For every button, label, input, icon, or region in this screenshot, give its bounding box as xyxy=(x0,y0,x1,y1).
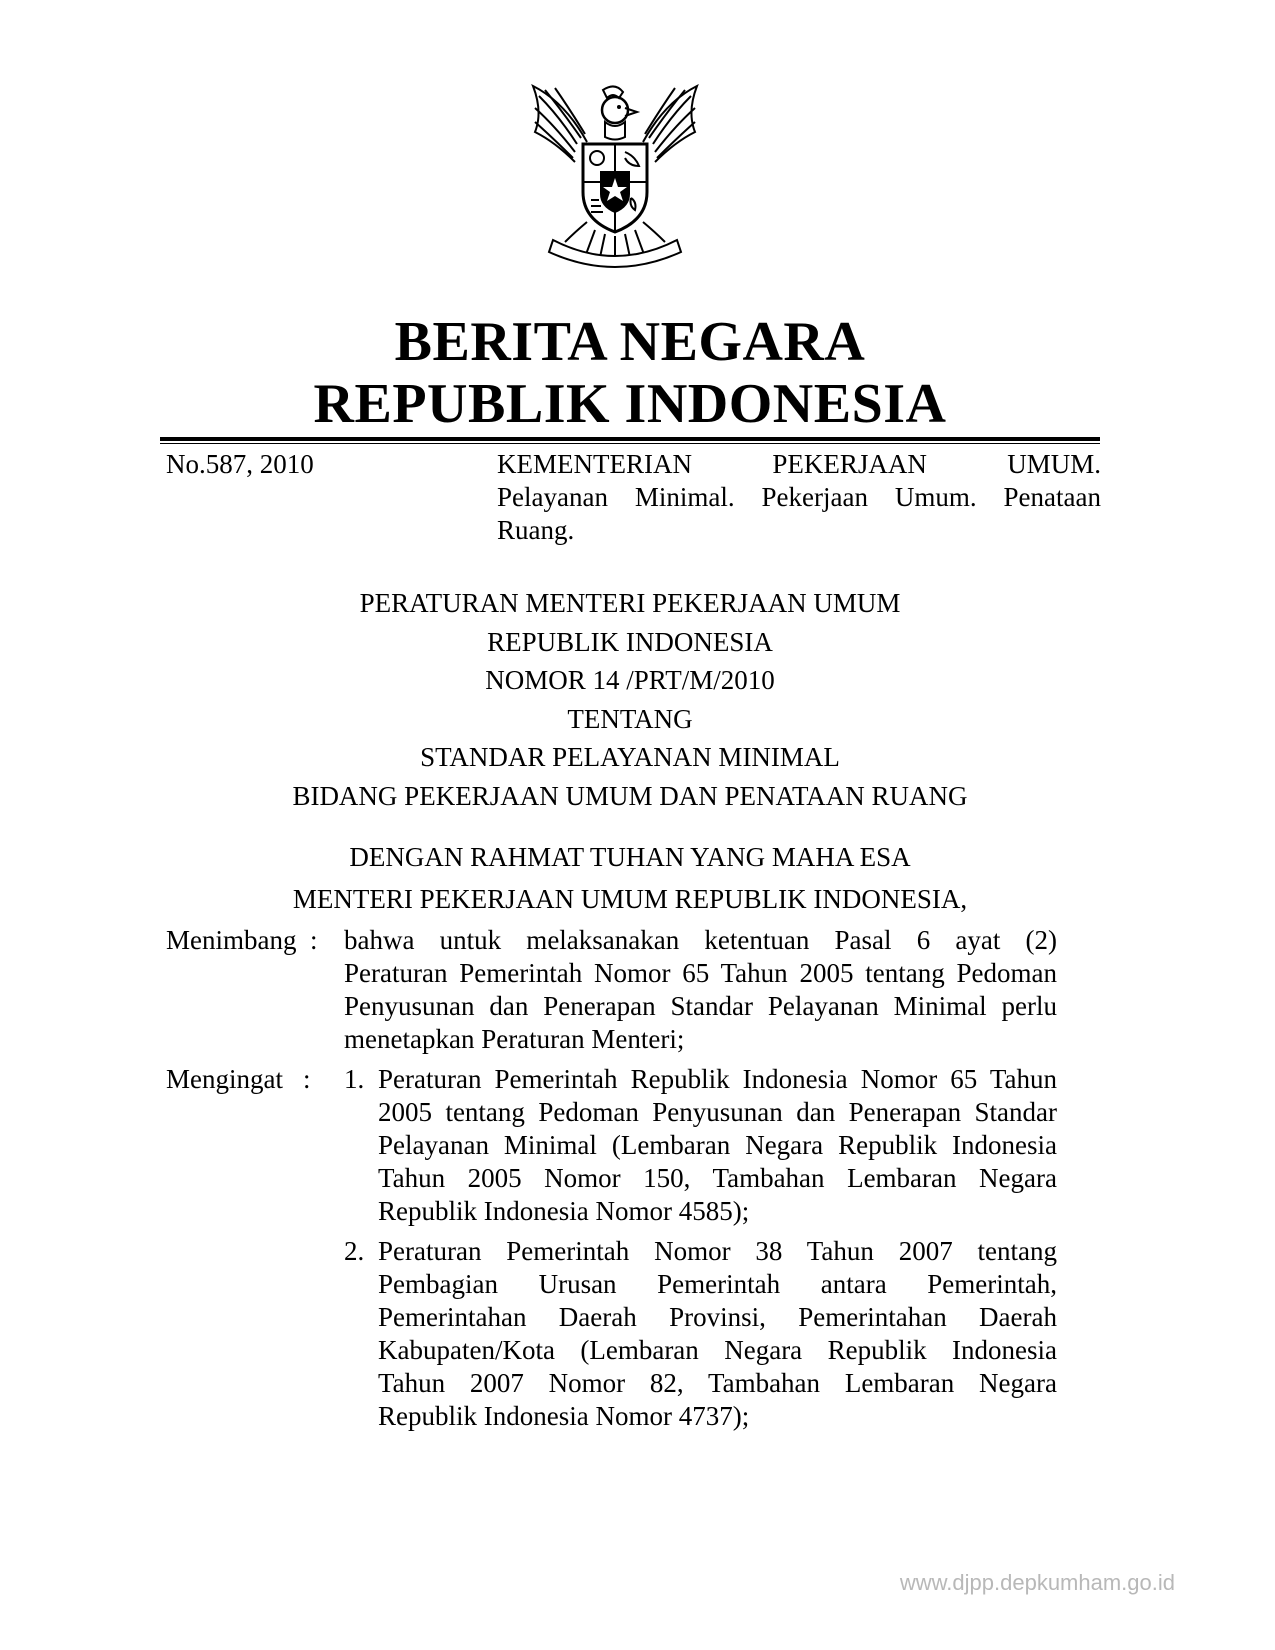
mengingat-item-number: 2. xyxy=(344,1236,365,1266)
mengingat-item xyxy=(378,1235,1057,1433)
mengingat-label: Mengingat xyxy=(166,1064,283,1094)
gazette-subject xyxy=(497,448,1101,547)
opening-line: DENGAN RAHMAT TUHAN YANG MAHA ESA xyxy=(349,842,911,872)
watermark-url: www.djpp.depkumham.go.id xyxy=(899,1570,1175,1595)
gazette-number: No.587, 2010 xyxy=(166,449,314,479)
mengingat-item xyxy=(378,1063,1057,1228)
title-line: NOMOR 14 /PRT/M/2010 xyxy=(485,665,775,696)
title-line: TENTANG xyxy=(567,703,693,734)
menimbang-text xyxy=(344,924,1057,1056)
title-line: BIDANG PEKERJAAN UMUM DAN PENATAAN RUANG xyxy=(292,780,968,811)
mengingat-item-line: Peraturan Pemerintah Nomor 38 Tahun 2007 tentang xyxy=(378,1236,1057,1266)
mengingat-item-line: Republik Indonesia Nomor 4585); xyxy=(378,1196,750,1226)
mengingat-item-line: Tahun 2007 Nomor 82, Tambahan Lembaran Negara xyxy=(378,1368,1057,1398)
mengingat-item-line: Kabupaten/Kota (Lembaran Negara Republik Indonesia xyxy=(378,1335,1057,1365)
mengingat-item-line: Peraturan Pemerintah Republik Indonesia Nomor 65 Tahun xyxy=(378,1064,1057,1094)
subject-line: Pelayanan Minimal. Pekerjaan Umum. Penataan xyxy=(497,482,1101,512)
mengingat-item-line: Pembagian Urusan Pemerintah antara Pemerintah, xyxy=(378,1269,1057,1299)
subject-line: Ruang. xyxy=(497,515,575,545)
mengingat-item-line: Republik Indonesia Nomor 4737); xyxy=(378,1401,750,1431)
title-line: PERATURAN MENTERI PEKERJAAN UMUM xyxy=(359,588,901,618)
mengingat-colon: : xyxy=(303,1064,311,1094)
masthead-line1: BERITA NEGARA xyxy=(394,311,866,373)
header-rule-thick xyxy=(160,437,1100,441)
menimbang-line: Peraturan Pemerintah Nomor 65 Tahun 2005 tentang Pedoman xyxy=(344,958,1057,988)
menimbang-colon: : xyxy=(310,925,318,955)
opening-formula xyxy=(160,836,1100,920)
mengingat-item-line: 2005 tentang Pedoman Penyusunan dan Penerapan Standar xyxy=(378,1097,1057,1127)
mengingat-item-line: Tahun 2005 Nomor 150, Tambahan Lembaran Negara xyxy=(378,1163,1057,1193)
menimbang-line: menetapkan Peraturan Menteri; xyxy=(344,1024,685,1054)
garuda-pancasila-emblem-icon xyxy=(525,82,705,277)
opening-line: MENTERI PEKERJAAN UMUM REPUBLIK INDONESIA, xyxy=(292,884,968,914)
mengingat-item-number: 1. xyxy=(344,1064,365,1094)
mengingat-item-line: Pelayanan Minimal (Lembaran Negara Republik Indonesia xyxy=(378,1130,1057,1160)
title-line: REPUBLIK INDONESIA xyxy=(487,626,773,657)
masthead-line2: REPUBLIK INDONESIA xyxy=(313,373,947,435)
menimbang-line: bahwa untuk melaksanakan ketentuan Pasal 6 ayat (2) xyxy=(344,925,1057,955)
subject-line: KEMENTERIAN PEKERJAAN UMUM. xyxy=(497,449,1101,479)
title-line: STANDAR PELAYANAN MINIMAL xyxy=(420,742,840,773)
regulation-title xyxy=(160,584,1100,816)
mengingat-item-line: Pemerintahan Daerah Provinsi, Pemerintahan Daerah xyxy=(378,1302,1057,1332)
menimbang-line: Penyusunan dan Penerapan Standar Pelayanan Minimal perlu xyxy=(344,991,1057,1021)
menimbang-label: Menimbang xyxy=(166,925,297,955)
header-rule-thin xyxy=(160,443,1100,444)
